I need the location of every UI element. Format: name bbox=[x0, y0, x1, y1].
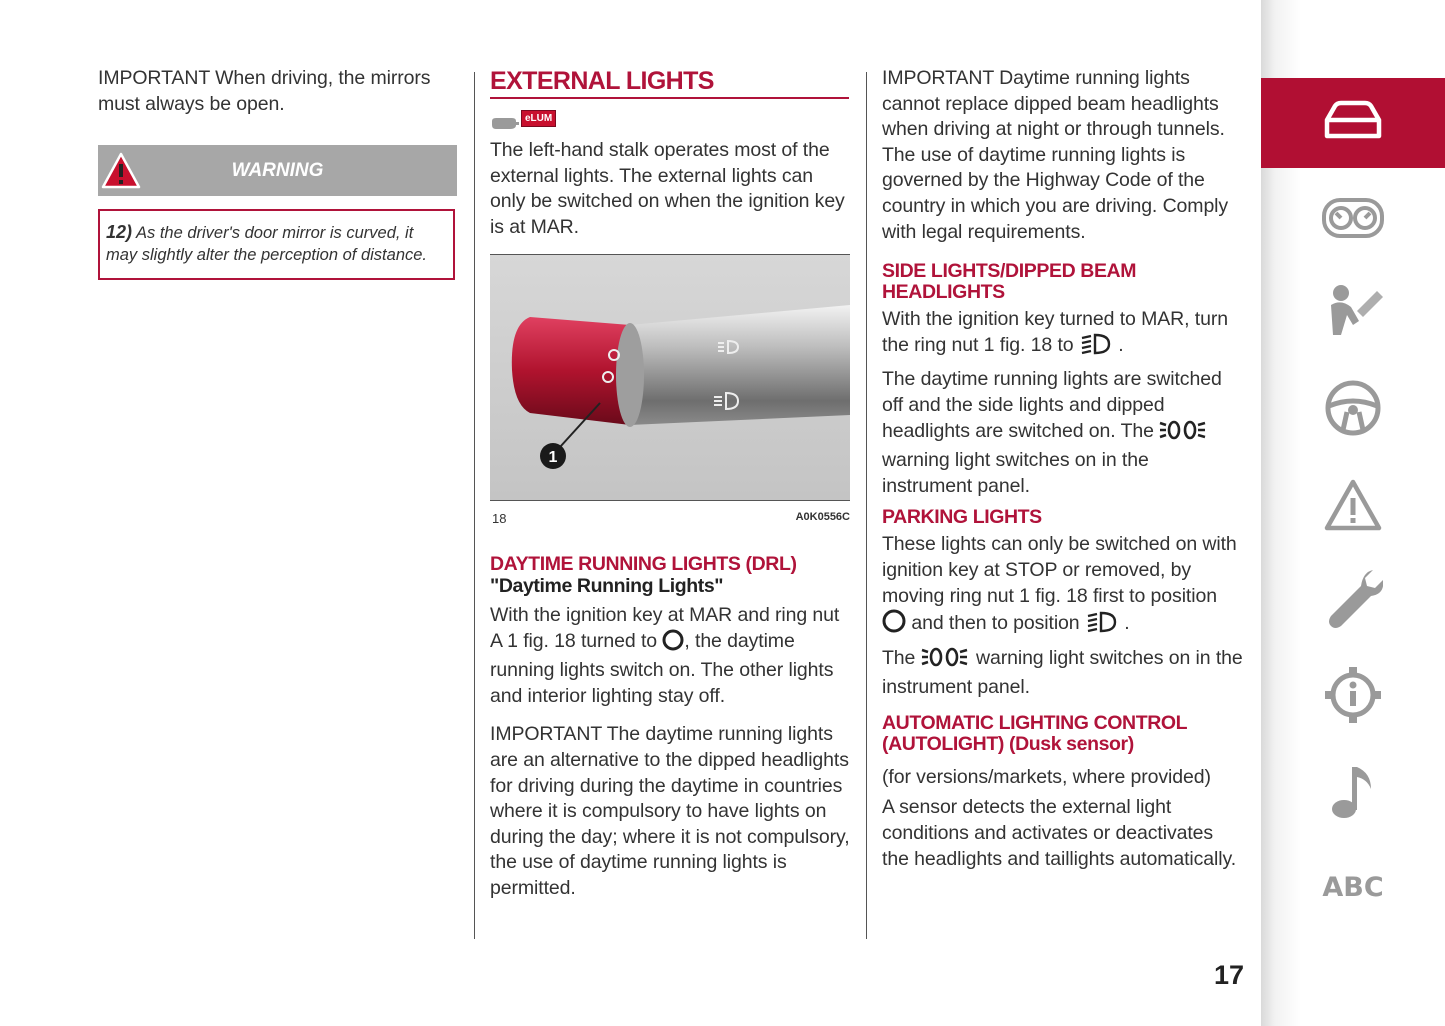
side-lights-paragraph-2: The daytime running lights are switched off and the side lights and dipped headlights are switched on. The warning light switches on in the instrument panel. bbox=[882, 368, 1222, 497]
middle-column bbox=[490, 66, 850, 899]
autolight-paragraph-1: (for versions/markets, where provided) bbox=[882, 765, 1211, 788]
autolight-heading: AUTOMATIC LIGHTING CONTROL (AUTOLIGHT) (Dusk sensor) bbox=[882, 711, 1187, 755]
sidebar-item-multimedia[interactable] bbox=[1261, 748, 1445, 838]
drl-paragraph-1: With the ignition key at MAR and ring nut A 1 fig. 18 turned to , the daytime running lights switch on. The other lights and interior lighting stay off. bbox=[490, 604, 840, 707]
column-divider-1 bbox=[474, 72, 475, 939]
drl-section bbox=[490, 554, 850, 915]
dashboard-icon bbox=[1321, 196, 1385, 245]
sidebar-item-safety[interactable] bbox=[1261, 270, 1445, 360]
chapter-sidebar bbox=[1261, 0, 1445, 1026]
ring-position-icon bbox=[662, 629, 684, 659]
elum-badge: eLUM bbox=[521, 110, 556, 127]
sidebar-item-maintenance[interactable] bbox=[1261, 555, 1445, 645]
side-lights-paragraph-1: With the ignition key turned to MAR, turn the ring nut 1 fig. 18 to . bbox=[882, 307, 1244, 362]
sidebar-item-car[interactable] bbox=[1261, 78, 1445, 168]
mirror-important-text: IMPORTANT When driving, the mirrors must always be open. bbox=[98, 67, 431, 115]
music-note-icon bbox=[1328, 761, 1378, 826]
stalk-illustration bbox=[490, 255, 850, 500]
dipped-beam-icon bbox=[1079, 333, 1113, 363]
figure-number: 18 bbox=[492, 511, 507, 526]
warning-title: WARNING bbox=[231, 160, 324, 181]
intro-text: The left-hand stalk operates most of the external lights. The external lights can only be switched on when the ignition key is at MAR. bbox=[490, 139, 845, 238]
steering-wheel-icon bbox=[1323, 378, 1383, 443]
drl-important-text: IMPORTANT Daytime running lights cannot replace dipped beam headlights when driving at night or through tunnels. The use of daytime running lights is governed by the Highway Code of the country in which you are driving. Comply with legal requirements. bbox=[882, 67, 1229, 243]
sidebar-item-index[interactable] bbox=[1261, 842, 1445, 932]
hand-pointer-icon bbox=[490, 115, 520, 136]
side-lights-warning-icon bbox=[1159, 419, 1209, 449]
safety-icon bbox=[1321, 283, 1385, 348]
abc-icon: ABC bbox=[1322, 871, 1384, 903]
drl-subheading: "Daytime Running Lights" bbox=[490, 575, 724, 597]
ring-off-position-icon bbox=[882, 609, 906, 641]
sidebar-item-warning[interactable] bbox=[1261, 462, 1445, 552]
sidebar-item-dashboard[interactable] bbox=[1261, 175, 1445, 265]
car-icon bbox=[1321, 98, 1385, 149]
warning-note-box bbox=[98, 209, 455, 280]
note-text: As the driver's door mirror is curved, it may slightly alter the perception of distance. bbox=[106, 224, 428, 264]
section-title: EXTERNAL LIGHTS bbox=[490, 66, 849, 99]
stalk-figure bbox=[490, 254, 850, 501]
warning-triangle-icon bbox=[1323, 478, 1383, 537]
drl-heading: DAYTIME RUNNING LIGHTS (DRL) bbox=[490, 553, 797, 575]
left-column bbox=[98, 66, 458, 264]
wrench-icon bbox=[1323, 566, 1383, 635]
right-column bbox=[882, 66, 1244, 885]
parking-lights-heading: PARKING LIGHTS bbox=[882, 506, 1042, 529]
side-lights-heading: SIDE LIGHTS/DIPPED BEAM HEADLIGHTS bbox=[882, 260, 1137, 304]
parking-lights-paragraph-1: These lights can only be switched on with ignition key at STOP or removed, by moving ring nut 1 fig. 18 first to position and then to position . bbox=[882, 532, 1244, 640]
elum-row bbox=[490, 110, 850, 136]
info-gear-icon bbox=[1322, 664, 1384, 731]
note-number: 12) bbox=[106, 222, 133, 242]
autolight-paragraph-2: A sensor detects the external light conditions and activates or deactivates the headlights and taillights automatically. bbox=[882, 796, 1237, 870]
parking-warning-icon bbox=[921, 646, 971, 676]
sidebar-item-technical[interactable] bbox=[1261, 652, 1445, 742]
dipped-beam-icon-2 bbox=[1085, 611, 1119, 641]
sidebar-item-steering[interactable] bbox=[1261, 365, 1445, 455]
page-number: 17 bbox=[1213, 960, 1244, 990]
parking-lights-paragraph-2: The warning light switches on in the instrument panel. bbox=[882, 646, 1243, 699]
column-divider-2 bbox=[866, 72, 867, 939]
figure-callout: 1 bbox=[548, 449, 558, 466]
drl-paragraph-2: IMPORTANT The daytime running lights are an alternative to the dipped headlights for driving during the daytime in countries where it is compulsory to have lights on during the day; where it is not compulsory, the use of daytime running lights is permitted. bbox=[490, 723, 850, 899]
figure-code: A0K0556C bbox=[795, 511, 850, 523]
warning-banner bbox=[98, 145, 457, 196]
